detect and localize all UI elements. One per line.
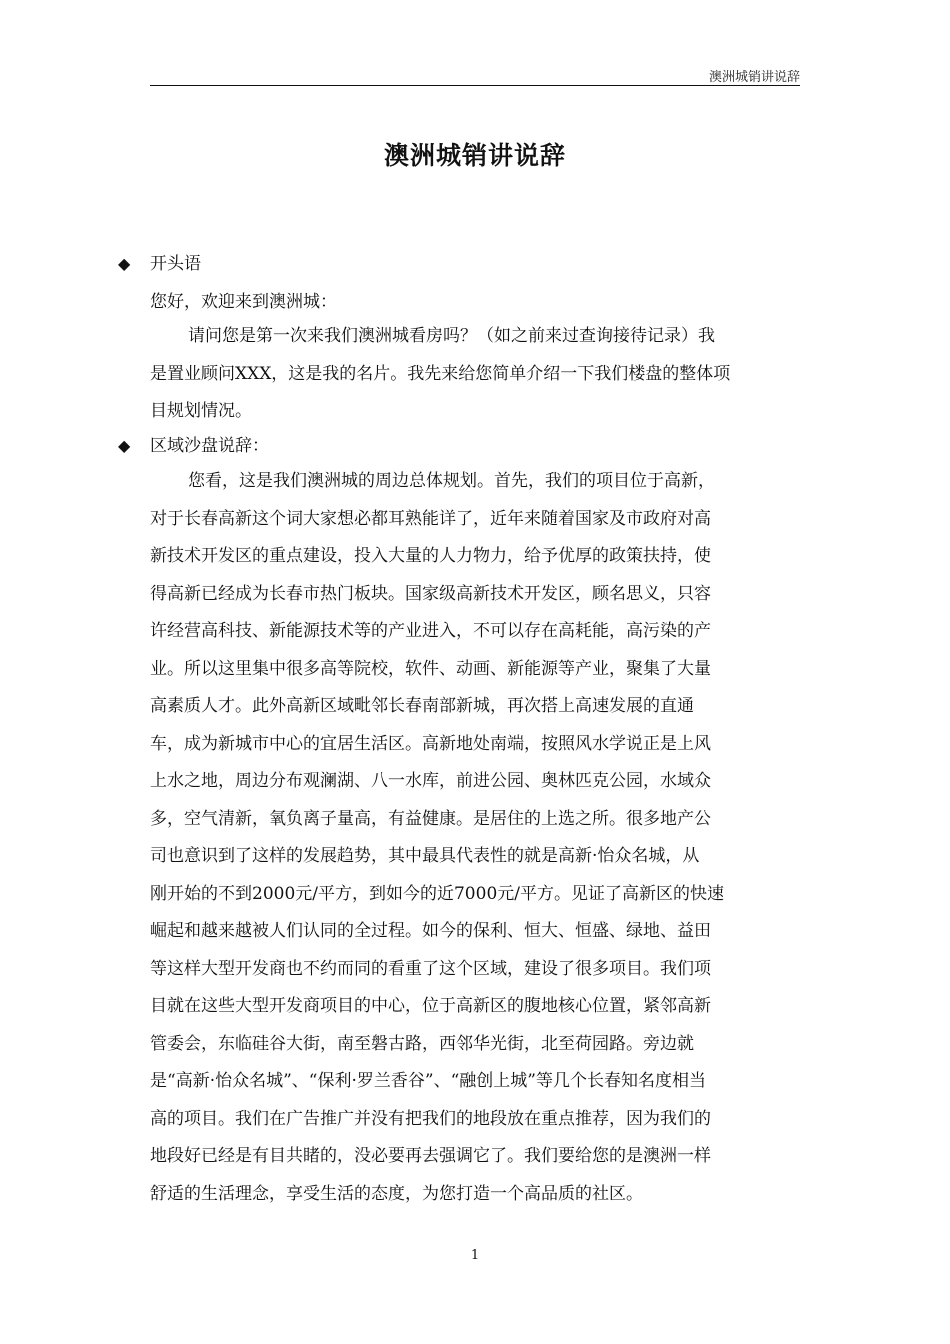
paragraph-line: 等这样大型开发商也不约而同的看重了这个区域，建设了很多项目。我们项 xyxy=(150,959,711,979)
paragraph-line: 舒适的生活理念，享受生活的态度，为您打造一个高品质的社区。 xyxy=(150,1184,643,1204)
paragraph-line: 业。所以这里集中很多高等院校，软件、动画、新能源等产业，聚集了大量 xyxy=(150,659,711,679)
paragraph-line: 是“高新·怡众名城”、“保利·罗兰香谷”、“融创上城”等几个长春知名度相当 xyxy=(150,1071,706,1091)
paragraph-line: 高素质人才。此外高新区域毗邻长春南部新城，再次搭上高速发展的直通 xyxy=(150,696,694,716)
paragraph-line: 对于长春高新这个词大家想必都耳熟能详了，近年来随着国家及市政府对高 xyxy=(150,509,711,529)
paragraph-line: 地段好已经是有目共睹的，没必要再去强调它了。我们要给您的是澳洲一样 xyxy=(150,1146,711,1166)
paragraph-line: 多，空气清新，氧负离子量高，有益健康。是居住的上选之所。很多地产公 xyxy=(150,809,711,829)
section-heading-area-model xyxy=(118,431,269,456)
paragraph-line: 请问您是第一次来我们澳洲城看房吗？（如之前来过查询接待记录）我 xyxy=(188,326,715,346)
section-heading-label: 开头语 xyxy=(150,254,201,274)
diamond-bullet-icon: ◆ xyxy=(118,254,131,273)
section-heading-opening xyxy=(118,249,201,274)
paragraph-line: 目就在这些大型开发商项目的中心，位于高新区的腹地核心位置，紧邻高新 xyxy=(150,996,711,1016)
paragraph-line: 崛起和越来越被人们认同的全过程。如今的保利、恒大、恒盛、绿地、益田 xyxy=(150,921,711,941)
page-number: 1 xyxy=(470,1248,480,1263)
paragraph-line: 高的项目。我们在广告推广并没有把我们的地段放在重点推荐，因为我们的 xyxy=(150,1109,711,1129)
header-title: 澳洲城销讲说辞 xyxy=(708,70,800,85)
header-rule xyxy=(150,85,800,86)
paragraph-line: 管委会，东临硅谷大街，南至磐古路，西邻华光街，北至荷园路。旁边就 xyxy=(150,1034,694,1054)
paragraph-line: 您看，这是我们澳洲城的周边总体规划。首先，我们的项目位于高新， xyxy=(188,471,715,491)
paragraph-line: 司也意识到了这样的发展趋势，其中最具代表性的就是高新·怡众名城，从 xyxy=(150,846,700,866)
paragraph-line: 许经营高科技、新能源技术等的产业进入，不可以存在高耗能，高污染的产 xyxy=(150,621,711,641)
paragraph-line: 刚开始的不到2000元/平方，到如今的近7000元/平方。见证了高新区的快速 xyxy=(150,884,724,904)
paragraph-line: 上水之地，周边分布观澜湖、八一水库，前进公园、奥林匹克公园，水域众 xyxy=(150,771,711,791)
paragraph-line: 目规划情况。 xyxy=(150,401,252,421)
paragraph-line: 得高新已经成为长春市热门板块。国家级高新技术开发区，顾名思义，只容 xyxy=(150,584,711,604)
paragraph-line: 您好，欢迎来到澳洲城： xyxy=(150,292,337,312)
paragraph-line: 是置业顾问XXX，这是我的名片。我先来给您简单介绍一下我们楼盘的整体项 xyxy=(150,364,731,384)
paragraph-line: 新技术开发区的重点建设，投入大量的人力物力，给予优厚的政策扶持，使 xyxy=(150,546,711,566)
paragraph-line: 车，成为新城市中心的宜居生活区。高新地处南端，按照风水学说正是上风 xyxy=(150,734,711,754)
section-heading-label: 区域沙盘说辞： xyxy=(150,436,269,456)
diamond-bullet-icon: ◆ xyxy=(118,436,131,455)
document-title: 澳洲城销讲说辞 xyxy=(383,141,566,170)
